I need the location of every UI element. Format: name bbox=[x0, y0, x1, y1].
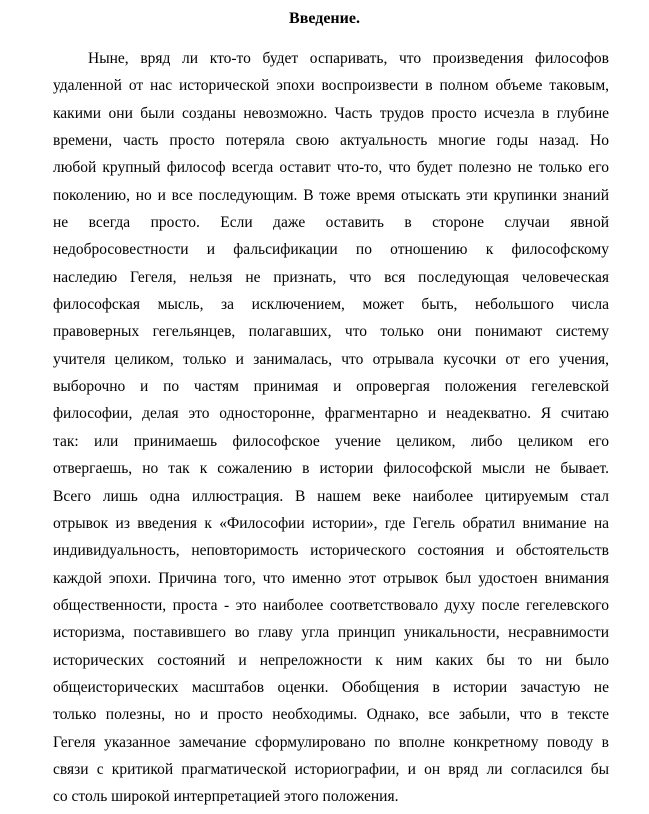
paragraph-line: связи с критикой прагматической историографии, и он вряд ли согласился бы bbox=[53, 760, 609, 778]
paragraph-line: отвергаешь, но так к сожалению в истории философской мысли не бывает. bbox=[53, 460, 609, 478]
paragraph-line: удаленной от нас исторической эпохи воспроизвести в полном объеме таковым, bbox=[53, 77, 609, 95]
paragraph-line: выборочно и по частям принимая и опровергая положения гегелевской bbox=[53, 378, 609, 396]
paragraph-line: так: или принимаешь философское учение целиком, либо целиком его bbox=[53, 432, 609, 450]
page-title: Введение. bbox=[289, 10, 360, 27]
paragraph-line: наследию Гегеля, нельзя не признать, что вся последующая человеческая bbox=[53, 268, 609, 286]
paragraph-line: общеисторических масштабов оценки. Обобщения в истории зачастую не bbox=[53, 678, 609, 696]
paragraph-line: только полезны, но и просто необходимы. Однако, все забыли, что в тексте bbox=[53, 706, 609, 724]
paragraph-line: недобросовестности и фальсификации по отношению к философскому bbox=[53, 241, 609, 259]
paragraph-line: индивидуальность, неповторимость исторического состояния и обстоятельств bbox=[53, 542, 609, 560]
paragraph-line: поколению, но и все последующим. В тоже время отыскать эти крупинки знаний bbox=[53, 186, 609, 204]
paragraph-line: со столь широкой интерпретацией этого положения. bbox=[53, 788, 399, 806]
paragraph-line: любой крупный философ всегда оставит что-то, что будет полезно не только его bbox=[53, 159, 609, 177]
paragraph-line: общественности, проста - это наиболее соответствовало духу после гегелевского bbox=[53, 596, 609, 614]
paragraph-line: историзма, поставившего во главу угла принцип уникальности, несравнимости bbox=[53, 624, 609, 642]
paragraph-line: времени, часть просто потеряла свою актуальность многие годы назад. Но bbox=[53, 132, 609, 150]
paragraph-line: не всегда просто. Если даже оставить в стороне случаи явной bbox=[53, 214, 609, 232]
body-paragraph bbox=[53, 45, 609, 811]
paragraph-line: какими они были созданы невозможно. Часть трудов просто исчезла в глубине bbox=[53, 104, 609, 122]
paragraph-line: Ныне, вряд ли кто-то будет оспаривать, что произведения философов bbox=[88, 50, 609, 67]
paragraph-line: философская мысль, за исключением, может быть, небольшого числа bbox=[53, 296, 609, 314]
paragraph-line: каждой эпохи. Причина того, что именно этот отрывок был удостоен внимания bbox=[53, 569, 609, 587]
paragraph-line: правоверных гегельянцев, полагавших, что только они понимают систему bbox=[53, 323, 609, 341]
paragraph-line: учителя целиком, только и занималась, что отрывала кусочки от его учения, bbox=[53, 350, 609, 368]
paragraph-line: Гегеля указанное замечание сформулировано по вполне конкретному поводу в bbox=[53, 733, 609, 751]
paragraph-line: исторических состояний и непреложности к ним каких бы то ни было bbox=[53, 651, 609, 669]
paragraph-line: отрывок из введения к «Философии истории», где Гегель обратил внимание на bbox=[53, 514, 609, 532]
paragraph-line: философии, делая это односторонне, фрагментарно и неадекватно. Я считаю bbox=[53, 405, 609, 423]
paragraph-line: Всего лишь одна иллюстрация. В нашем веке наиболее цитируемым стал bbox=[53, 487, 609, 505]
